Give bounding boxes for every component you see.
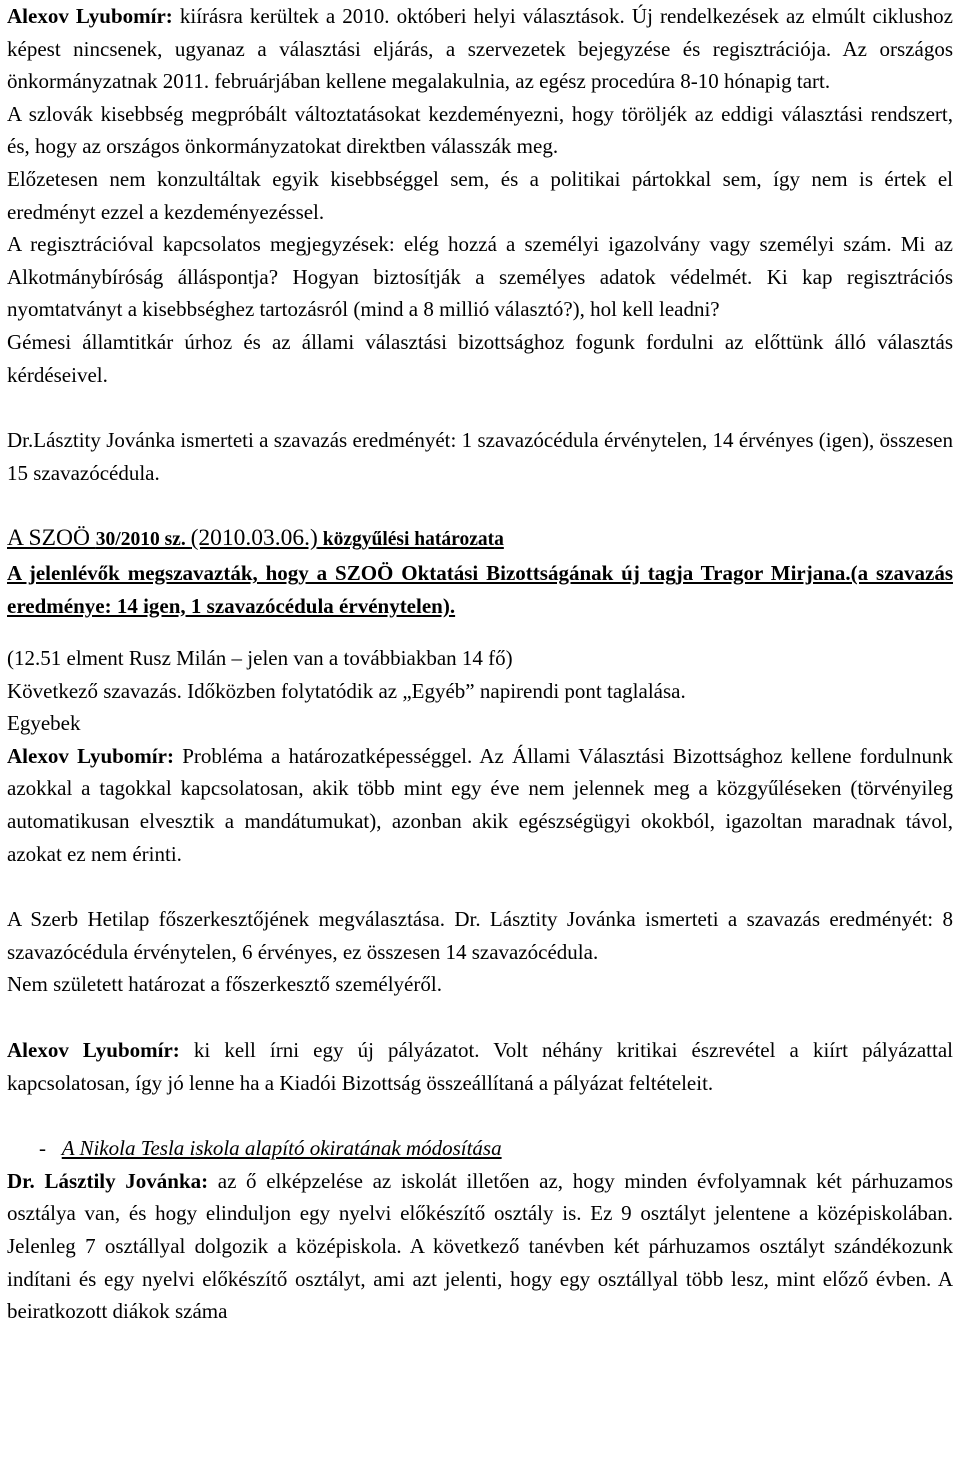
paragraph-registration-intro xyxy=(7,0,953,98)
paragraph-next-vote: Következő szavazás. Időközben folytatódik az „Egyéb” napirendi pont taglalása. xyxy=(7,678,686,703)
paragraph-text: ki kell írni egy új pályázatot. Volt néhány kritikai észrevétel a kiírt pályázattal kapcsolatosan, így jó lenne ha a Kiadói Bizottság összeállítaná a pályázat feltételeit. xyxy=(7,1038,954,1095)
paragraph-new-tender xyxy=(7,1034,953,1099)
paragraph-text: kiírásra kerültek a 2010. októberi helyi választások. Új rendelkezések az elmúlt ciklushoz képest nincsenek, ugyanaz a választási eljárás, a szervezetek bejegyzése és regisztrációja. Az országos önkormányzatnak 2011. februárjában kellene megalakulnia, az egész procedúra 8-10 hónapig tart. xyxy=(7,4,953,94)
spacer xyxy=(7,489,953,522)
paragraph-editor-election: A Szerb Hetilap főszerkesztőjének megválasztása. Dr. Lásztity Jovánka ismerteti a szavazás eredményét: 8 szavazócédula érvénytelen, 6 érvényes, ez összesen 14 szavazócédula. xyxy=(7,907,953,964)
agenda-item-text: A Nikola Tesla iskola alapító okiratának módosítása xyxy=(61,1136,502,1161)
paragraph-gemesi: Gémesi államtitkár úrhoz és az állami választási bizottsághoz fogunk fordulni az előttünk álló választás kérdéseivel. xyxy=(7,329,953,387)
paragraph-school-plan xyxy=(7,1165,953,1328)
spacer xyxy=(7,622,953,642)
list-dash: - xyxy=(39,1136,46,1161)
resolution-number: 30/2010 sz. xyxy=(95,529,191,551)
paragraph-slovak-minority: A szlovák kisebbség megpróbált változtatásokat kezdeményezni, hogy töröljék az eddigi választási rendszert, és, hogy az országos önkormányzatokat direktben válasszák meg. xyxy=(7,101,953,159)
spacer xyxy=(7,1001,953,1034)
paragraph-no-consultation: Előzetesen nem konzultáltak egyik kisebbséggel sem, és a politikai pártokkal sem, így nem is értek el eredményt ezzel a kezdeményezéssel. xyxy=(7,166,953,224)
speaker-name: Dr. Lásztily Jovánka: xyxy=(7,1168,209,1193)
paragraph-text: az ő elképzelése az iskolát illetően az, hogy minden évfolyamnak két párhuzamos osztálya van, és hogy elinduljon egy nyelvi előkészítő osztály is. Ez 9 osztályt jelentene a középiskolában. Jelenleg 7 osztállyal dolgozik a középiskola. A következő tanévben két párhuzamos osztályt szándékozunk indítani és egy nyelvi előkészítő osztályt, ami azt jelenti, hogy egy osztállyal több lesz, mint előző évben. A beiratkozott diákok száma xyxy=(7,1168,954,1324)
resolution-title-part: A SZOÖ xyxy=(7,525,96,552)
resolution-date: (2010.03.06.) xyxy=(190,525,318,552)
paragraph-no-decision: Nem született határozat a főszerkesztő személyéről. xyxy=(7,972,442,997)
paragraph-text: Probléma a határozatképességgel. Az Állami Választási Bizottsághoz kellene fordulnunk azokkal a tagokkal kapcsolatosan, akik több mint egy éve nem jelennek meg a közgyűléseken (törvényileg automatikusan elvesztik a mandátumukat), azonban akik egészségügyi okokból, igazoltan maradnak távol, azokat ez nem érinti. xyxy=(7,743,953,866)
paragraph-registration-notes: A regisztrációval kapcsolatos megjegyzések: elég hozzá a személyi igazolvány vagy személyi szám. Mi az Alkotmánybíróság álláspontja? Hogyan biztosítják a személyes adatok védelmét. Ki kap regisztrációs nyomtatványt a kisebbséghez tartozásról (mind a 8 millió választó?), hol kell leadni? xyxy=(7,232,953,322)
resolution-title xyxy=(7,522,953,557)
speaker-name: Alexov Lyubomír: xyxy=(7,4,173,28)
paragraph-quorum xyxy=(7,740,953,870)
speaker-name: Alexov Lyubomír: xyxy=(7,1038,180,1063)
spacer xyxy=(7,870,953,903)
section-heading-egyebek: Egyebek xyxy=(7,711,81,736)
paragraph-vote-result-1: Dr.Lásztity Jovánka ismerteti a szavazás eredményét: 1 szavazócédula érvénytelen, 14 érvényes (igen), összesen 15 szavazócédula. xyxy=(7,428,953,485)
paragraph-attendance: (12.51 elment Rusz Milán – jelen van a továbbiakban 14 fő) xyxy=(7,646,513,671)
resolution-label: közgyűlési határozata xyxy=(317,529,504,551)
agenda-list-item xyxy=(7,1132,953,1165)
spacer xyxy=(7,1099,953,1132)
resolution-body: A jelenlévők megszavazták, hogy a SZOÖ Oktatási Bizottságának új tagja Tragor Mirjana.(a szavazás eredménye: 14 igen, 1 szavazócédula érvénytelen). xyxy=(7,560,953,618)
spacer xyxy=(7,391,953,424)
speaker-name: Alexov Lyubomír: xyxy=(7,743,174,768)
